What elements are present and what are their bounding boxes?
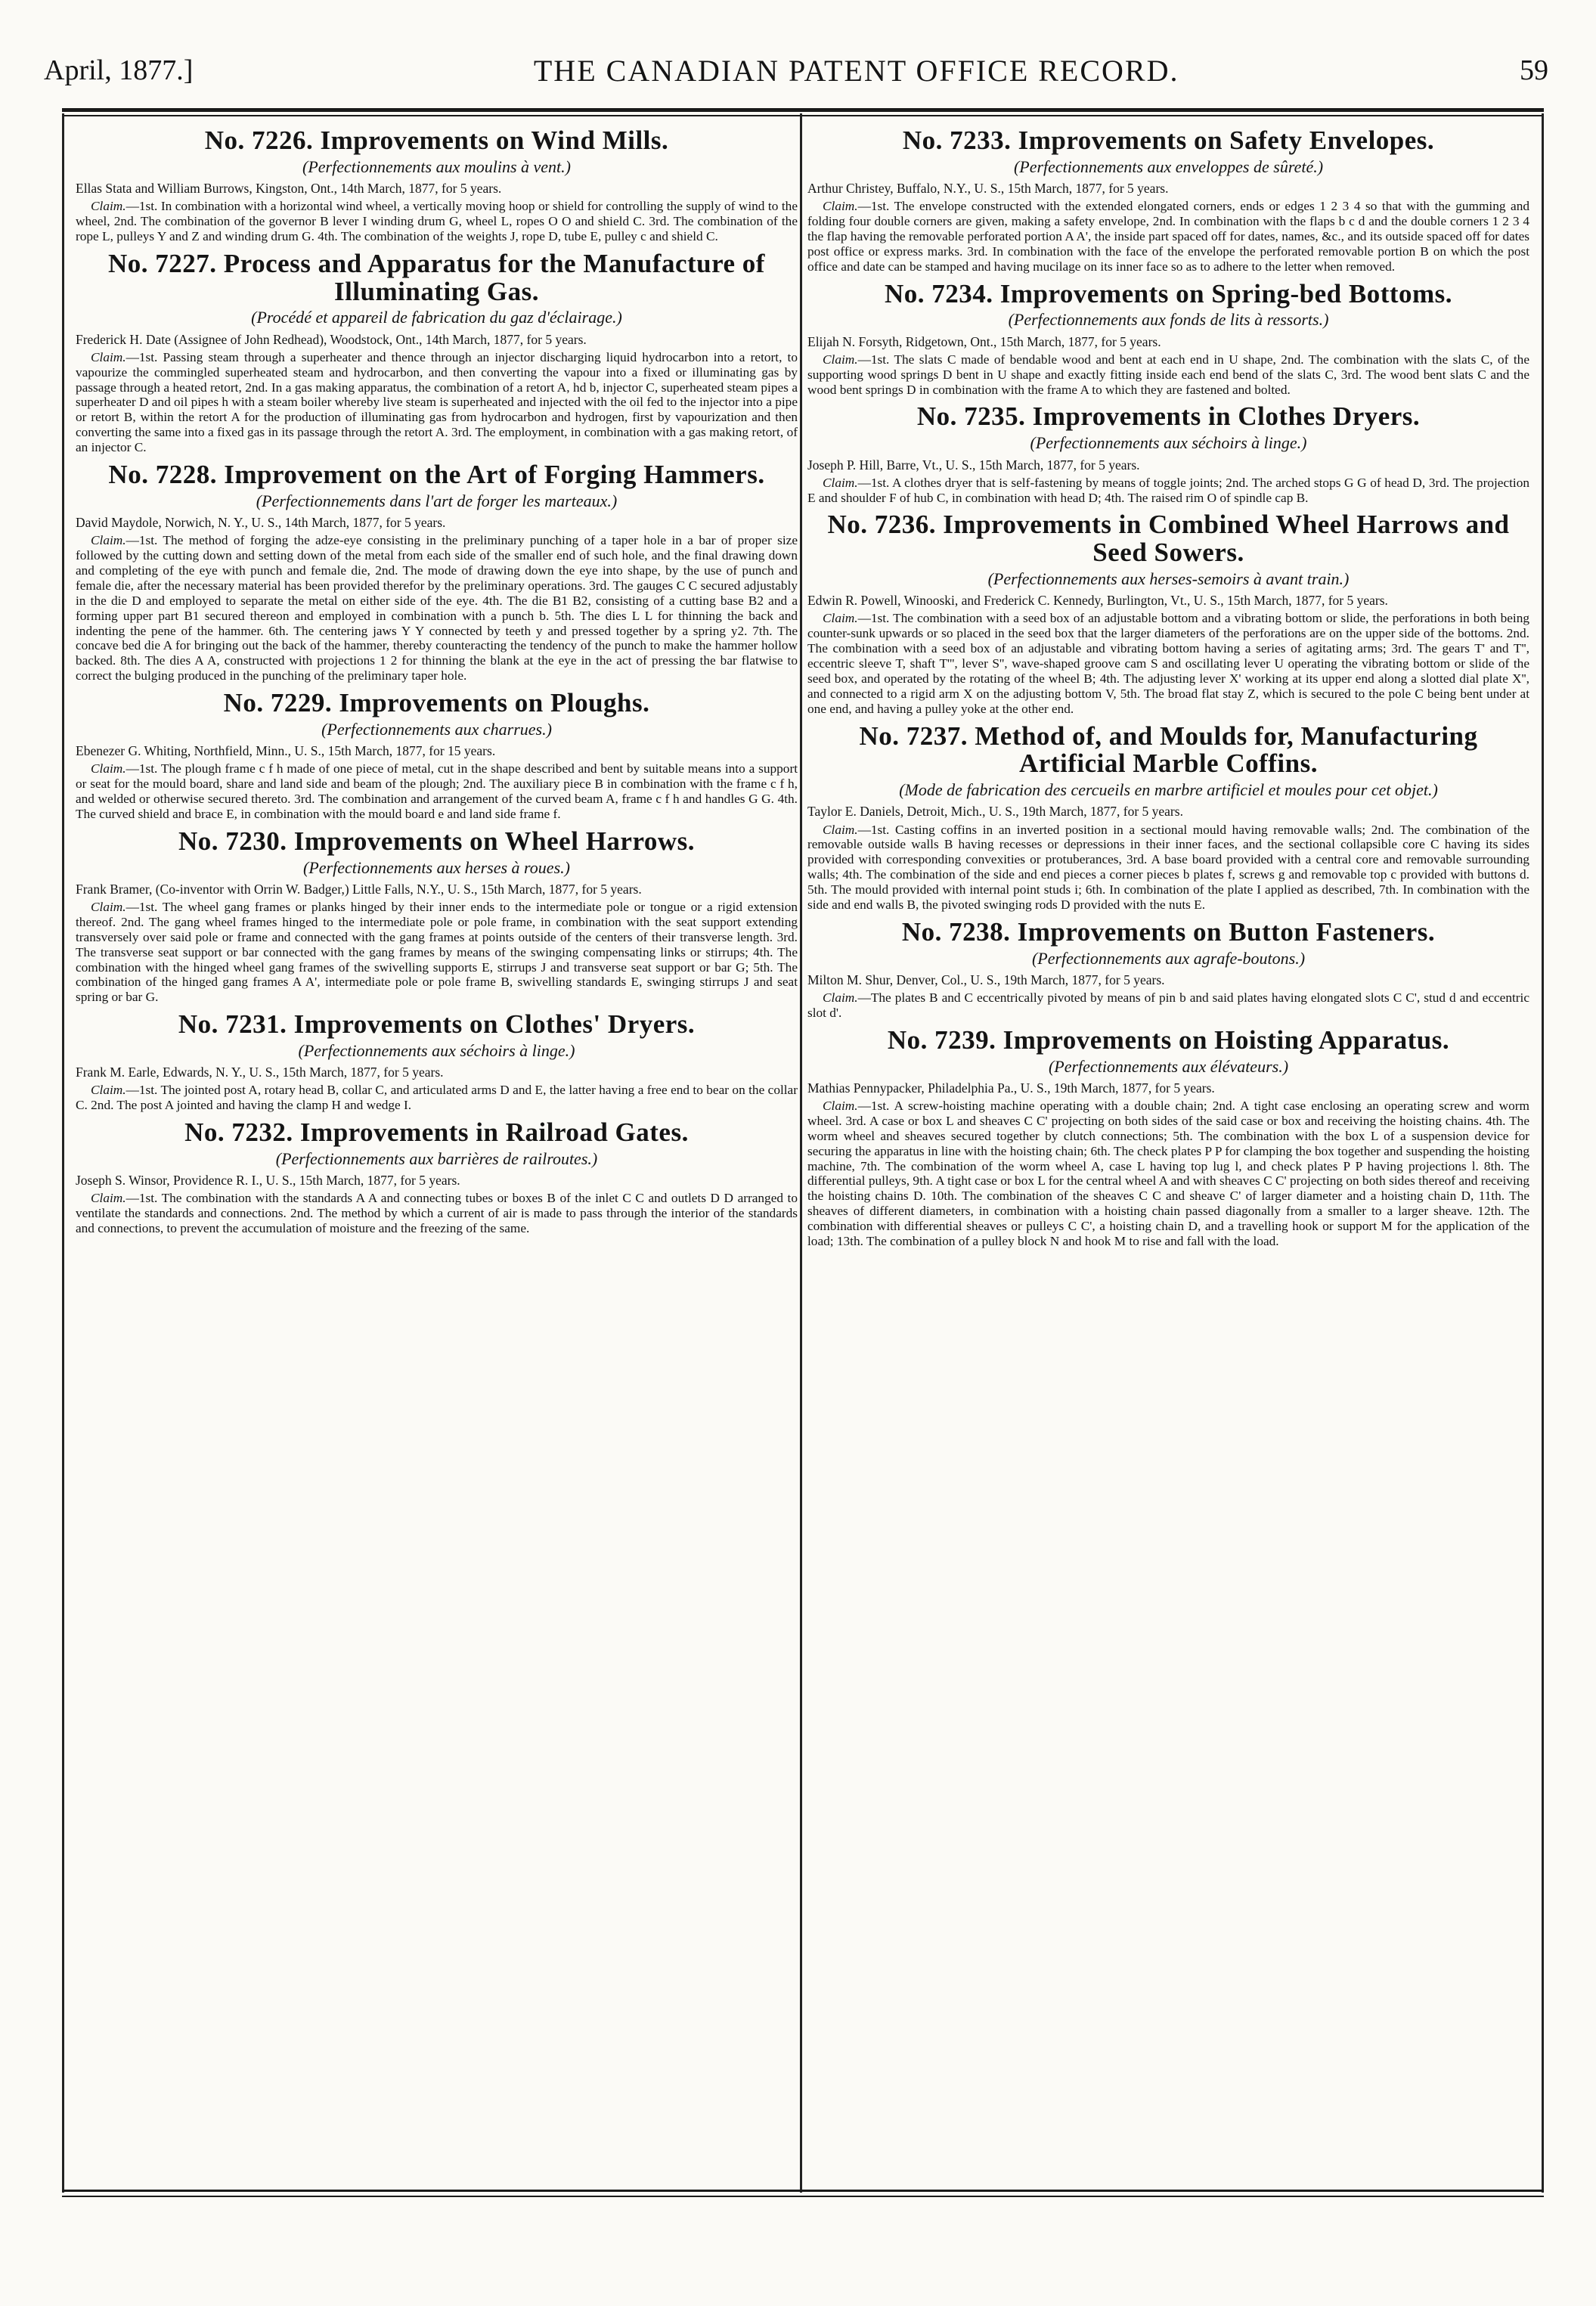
claim-body: —1st. A screw-hoisting machine operating with a double chain; 2nd. A tight case enclosing an operating screw and worm wheel. 3rd. A case or box L and sheaves C C' projecting on both sides of the said case or box and receiving the hoisting chains. 4th. The worm wheel and sheaves secured together by clutch connections; 5th. The combination with the box L of a suspension device for securing the apparatus in line with the hoisting chain; 6th. The check plates P P for clamping the box together and suspending the hoisting machine, 7th. The combination of the worm wheel A, case L having top lug l, and check plates P P having projections l. 8th. The differential pulleys, 9th. A tight case or box L for the central wheel A and with sheaves C C' projecting on both sides thereof and receiving the hoisting chains D. 10th. The combination of the sheaves C C and sheave C' of larger diameter and a hoisting chain D, 11th. The sheaves of different diameters, in combination with a hoisting chain passed diagonally from a smaller to a larger sheave. 12th. The combination with differential sheaves or pulleys C C', a hoisting chain D, and a travelling hook or support M for the application of the load; 13th. The combination of a pulley block N and hook M to rise and fall with the load. (807, 1098, 1529, 1248)
claim-label: Claim. (823, 475, 858, 490)
french-title: (Perfectionnements aux enveloppes de sûreté.) (1013, 157, 1324, 176)
claim-text (76, 199, 798, 244)
claim-text (807, 611, 1529, 716)
claim-text (807, 352, 1529, 398)
claim-text (76, 761, 798, 822)
claim-body: —1st. In combination with a horizontal wind wheel, a vertically moving hoop or shield for controlling the supply of wind to the wheel, 2nd. The combination of the governor B lever I winding drum G, wheel L, ropes O O and shield C. 3rd. The combination of the rope L, pulleys Y and Z and winding drum G. 4th. The combination of the weights J, rope D, tube E, pulley c and shield C. (76, 199, 798, 243)
patentee-line: Joseph P. Hill, Barre, Vt., U. S., 15th March, 1877, for 5 years. (807, 457, 1140, 473)
left-column (76, 126, 798, 2184)
patent-entry (807, 403, 1529, 505)
patent-entry (807, 511, 1529, 716)
left-border (62, 113, 64, 2193)
claim-text (807, 823, 1529, 913)
patent-entry (76, 127, 798, 244)
bottom-rule (62, 2190, 1544, 2192)
patent-entry (76, 1011, 798, 1113)
patentee-line: Frank Bramer, (Co-inventor with Orrin W. Badger,) Little Falls, N.Y., U. S., 15th March, 1877, for 5 years. (76, 881, 642, 897)
patent-entry (807, 1024, 1529, 1249)
right-column (807, 126, 1529, 2184)
claim-label: Claim. (91, 533, 126, 548)
french-title: (Perfectionnements aux élévateurs.) (1048, 1056, 1289, 1076)
claim-text (76, 1083, 798, 1113)
patent-heading: No. 7227. Process and Apparatus for the Manufacture of Illuminating Gas. (108, 248, 765, 306)
claim-body: —1st. The slats C made of bendable wood and bent at each end in U shape, 2nd. The combination with the slats C, of the supporting wood springs D bent in U shape and exactly fitting inside each end bend of the slats C, 3rd. The wood bent slats C and the wood bent springs D in combination with the frame A to which they are fastened and bolted. (807, 352, 1529, 397)
patent-heading: No. 7230. Improvements on Wheel Harrows. (178, 826, 696, 856)
patent-entry (76, 828, 798, 1005)
french-title: (Perfectionnements aux herses-semoirs à avant train.) (987, 569, 1350, 588)
patent-entry (76, 461, 798, 683)
claim-label: Claim. (823, 199, 858, 214)
claim-label: Claim. (91, 199, 126, 214)
header-date: April, 1877.] (44, 54, 194, 86)
patent-heading: No. 7231. Improvements on Clothes' Dryers. (178, 1009, 696, 1040)
page-header (44, 44, 1548, 97)
claim-body: —The plates B and C eccentrically pivoted by means of pin b and said plates having elongated slots C C', stud d and eccentric slot d'. (807, 990, 1529, 1020)
patentee-line: Joseph S. Winsor, Providence R. I., U. S., 15th March, 1877, for 5 years. (76, 1173, 460, 1189)
claim-text (76, 900, 798, 1005)
claim-body: —1st. Casting coffins in an inverted position in a sectional mould having removable walls; 2nd. The combination of the removable outside walls B having recesses or depressions in their inner faces, and the sectional collapsible core C having its sides provided with corresponding convexities or protuberances, 3rd. A base board provided with a central core and removable surrounding walls; 4th. The combination of the side and end pieces a corner pieces b plates f, screws g and removable top c provided with buttons d. 5th. The mould provided with internal point studs i; 6th. In combination of the plate I applied as described, 7th. In combination with the side and end walls B, the pivoted swinging rods D provided with the nuts E. (807, 822, 1529, 912)
claim-text (807, 199, 1529, 274)
top-rule-thin (62, 115, 1544, 116)
bottom-rule-thin (62, 2196, 1544, 2197)
patent-heading: No. 7232. Improvements in Railroad Gates. (184, 1117, 689, 1148)
claim-body: —1st. The jointed post A, rotary head B, collar C, and articulated arms D and E, the latter having a free end to bear on the collar C. 2nd. The post A jointed and having the clamp H and wedge I. (76, 1083, 798, 1113)
patent-entry (807, 723, 1529, 913)
patentee-line: Arthur Christey, Buffalo, N.Y., U. S., 15th March, 1877, for 5 years. (807, 181, 1169, 197)
claim-text (76, 1191, 798, 1236)
patentee-line: Elijah N. Forsyth, Ridgetown, Ont., 15th March, 1877, for 5 years. (807, 333, 1161, 349)
patent-heading: No. 7229. Improvements on Ploughs. (223, 688, 650, 718)
patentee-line: Ebenezer G. Whiting, Northfield, Minn., U. S., 15th March, 1877, for 15 years. (76, 743, 496, 759)
french-title: (Perfectionnements aux fonds de lits à ressorts.) (1008, 310, 1329, 330)
patentee-line: Edwin R. Powell, Winooski, and Frederick C. Kennedy, Burlington, Vt., U. S., 15th March, 1877, for 5 years. (807, 593, 1388, 609)
french-title: (Perfectionnements aux charrues.) (321, 719, 552, 739)
patent-heading: No. 7236. Improvements in Combined Wheel Harrows and Seed Sowers. (827, 510, 1510, 568)
claim-label: Claim. (823, 1098, 858, 1113)
patent-heading: No. 7234. Improvements on Spring-bed Bottoms. (884, 278, 1453, 308)
patent-heading: No. 7237. Method of, and Moulds for, Manufacturing Artificial Marble Coffins. (859, 721, 1478, 779)
patent-entry (807, 127, 1529, 274)
claim-body: —1st. A clothes dryer that is self-fastening by means of toggle joints; 2nd. The arched stops G G of head D, 3rd. The projection E and shoulder F of hub C, in combination with head D; 4th. The raised rim O of spindle cap B. (807, 475, 1529, 505)
patent-heading: No. 7238. Improvements on Button Fasteners. (901, 916, 1436, 947)
french-title: (Perfectionnements aux moulins à vent.) (302, 157, 571, 176)
header-page-number: 59 (1520, 54, 1548, 86)
patentee-line: Frederick H. Date (Assignee of John Redhead), Woodstock, Ont., 14th March, 1877, for 5 years. (76, 331, 587, 347)
french-title: (Perfectionnements aux barrières de railroutes.) (275, 1148, 598, 1168)
claim-body: —1st. The combination with the standards A A and connecting tubes or boxes B of the inlet C C and outlets D D arranged to ventilate the standards and connections. 2nd. The method by which a current of air is made to pass through the interior of the standards and connections, to prevent the accumulation of moisture and the freezing of the same. (76, 1191, 798, 1236)
patentee-line: Ellas Stata and William Burrows, Kingston, Ont., 14th March, 1877, for 5 years. (76, 181, 502, 197)
claim-text (76, 533, 798, 683)
claim-text (76, 350, 798, 455)
claim-label: Claim. (91, 899, 126, 914)
claim-label: Claim. (823, 352, 858, 367)
claim-label: Claim. (91, 1083, 126, 1098)
claim-text (807, 990, 1529, 1021)
patentee-line: Frank M. Earle, Edwards, N. Y., U. S., 15th March, 1877, for 5 years. (76, 1065, 444, 1080)
french-title: (Mode de fabrication des cercueils en marbre artificiel et moules pour cet objet.) (899, 780, 1438, 800)
patentee-line: David Maydole, Norwich, N. Y., U. S., 14th March, 1877, for 5 years. (76, 515, 446, 531)
claim-label: Claim. (823, 822, 858, 837)
patentee-line: Milton M. Shur, Denver, Col., U. S., 19th March, 1877, for 5 years. (807, 972, 1165, 987)
patent-heading: No. 7235. Improvements in Clothes Dryers. (916, 401, 1421, 432)
patentee-line: Taylor E. Daniels, Detroit, Mich., U. S., 19th March, 1877, for 5 years. (807, 804, 1183, 820)
top-rule (62, 108, 1544, 112)
claim-label: Claim. (91, 349, 126, 364)
column-divider (800, 113, 802, 2193)
claim-text (807, 476, 1529, 506)
french-title: (Perfectionnements dans l'art de forger les marteaux.) (256, 491, 618, 510)
claim-body: —1st. The plough frame c f h made of one piece of metal, cut in the shape described and bent by suitable means into a support or seat for the mould board, share and land side and beam of the plough; 2nd. The auxiliary piece B in combination with the frame c f h, and welded or otherwise secured thereto. 3rd. The combination and arrangement of the curved beam A, frame c f h and handles G G. 4th. The curved shield and brace E, in combination with the mould board e and land side frame f. (76, 761, 798, 821)
claim-label: Claim. (91, 1191, 126, 1206)
claim-body: —1st. Passing steam through a superheater and thence through an injector discharging liquid hydrocarbon into a retort, to vapourize the commingled superheated steam and hydrocarbon, and then converting the vapour into a fixed or illuminating gas by passage through a heated retort, 2nd. In a gas making apparatus, the combination of a retort A, hd b, injector C, superheated steam pipes a superheater D and oil pipes h with a steam boiler whereby live steam is superheated and injected with the oil fed to the injector into a pipe or retort B, within the retort A for the production of illuminating gas from hydrocarbon and hydrogen, first by vapourization and then converting the same into a fixed gas in its passage through the retort A. 3rd. The employment, in combination with a gas making retort, of an injector C. (76, 349, 798, 455)
patent-entry (76, 690, 798, 822)
patent-heading: No. 7233. Improvements on Safety Envelopes. (902, 126, 1435, 155)
patentee-line: Mathias Pennypacker, Philadelphia Pa., U. S., 19th March, 1877, for 5 years. (807, 1080, 1215, 1096)
patent-heading: No. 7228. Improvement on the Art of Forging Hammers. (108, 460, 765, 489)
claim-label: Claim. (91, 761, 126, 776)
claim-label: Claim. (823, 990, 858, 1006)
claim-body: —1st. The method of forging the adze-eye consisting in the preliminary punching of a taper hole in a bar of proper size followed by the cutting down and setting down of the metal from each side of the smaller end of such hole, and the final drawing down and completing of the eye with punch and female die, 2nd. The mode of drawing down the eye into shape, by the use of punch and female die, after the necessary material has been provided therefor by the preliminary operations. 3rd. The gauges C C secured adjustably in the die D and employed to separate the metal on either side of the eye. 4th. The die B1 B2, consisting of a cutting base B2 and a forming upper part B1 secured thereon and employed in combination with a punch b. 5th. The dies L L for thinning the back and indenting the pene of the hammer. 6th. The centering jaws Y Y connected by teeth y and pressed together by a spring y2. 7th. The concave bed die A for bringing out the back of the hammer, thereby counteracting the tendency of the punch to make the hammer hollow backed. 8th. The dies A A, constructed with projections 1 2 for thinning the blank at the eye in the act of pressing the bar flatwise to correct the bulging produced in the punching of the preliminary taper hole. (76, 533, 798, 683)
patent-entry (807, 916, 1529, 1021)
header-title: THE CANADIAN PATENT OFFICE RECORD. (533, 53, 1179, 88)
claim-text (807, 1099, 1529, 1249)
claim-body: —1st. The envelope constructed with the extended elongated corners, ends or edges 1 2 3 4 so that with the gumming and folding four double corners are given, making a safety envelope, 2nd. In combination with the flaps b c d and the double corners 1 2 3 4 the flap having the removable perforated portion A A', the inside part spaced off for dates, names, &c., and its outside spaced off for dates post office or express marks. 3rd. In combination with the face of the envelope the perforated removable portion B on which the post office and date can be stamped and having mucilage on its inner face so as to adhere to the letter when removed. (807, 199, 1529, 274)
patent-entry (807, 278, 1529, 398)
french-title: (Perfectionnements aux agrafe-boutons.) (1031, 948, 1306, 968)
claim-body: —1st. The wheel gang frames or planks hinged by their inner ends to the intermediate pole or tongue or a rigid extension thereof. 2nd. The gang wheel frames hinged to the intermediate pole or pole frame, in combination with the seat support extending transversely over said pole or frame and connected with the gang frames at points outside of the centers of their transverse length. 3rd. The transverse seat support or bar connected with the gang frames by means of the swinging compensating links or stirrups; 4th. The combination with the hinged wheel gang frames of the swivelling supports E, stirrups J and transverse seat support or bar G; 5th. The combination of the hinged gang frames A A', intermediate pole or pole frame B, swivelling standards E, swinging stirrups J and seat spring or bar G. (76, 899, 798, 1005)
french-title: (Procédé et appareil de fabrication du gaz d'éclairage.) (251, 308, 622, 327)
patent-entry (76, 250, 798, 455)
french-title: (Perfectionnements aux séchoirs à linge.) (298, 1040, 575, 1060)
patent-entry (76, 1119, 798, 1236)
french-title: (Perfectionnements aux séchoirs à linge.) (1030, 433, 1307, 453)
claim-label: Claim. (823, 611, 858, 626)
claim-body: —1st. The combination with a seed box of an adjustable bottom and a vibrating bottom or slide, the perforations in both being counter-sunk upwards or so placed in the seed box that the larger diameters of the perforations are on the upper side of the bottoms. 2nd. The combination with a seed box of an adjustable and vibrating bottom having a series of agitating arms; 3rd. The gears T' and T'', eccentric sleeve T, shaft T''', lever S'', wave-shaped groove cam S and oscillating lever U operating the vibrating bottom or slide of the seed box, and operated by the rotating of the wheel B; 4th. The adjusting lever X' working at its upper end along a slotted dial plate X'', and connected to a rigid arm X on the adjusting bottom V, 5th. The broad flat stay Z, which is secured to the pole C being bent under at one end, and having a pulley yoke at the other end. (807, 611, 1529, 716)
patent-heading: No. 7226. Improvements on Wind Mills. (204, 126, 669, 155)
french-title: (Perfectionnements aux herses à roues.) (303, 857, 570, 877)
right-border (1542, 113, 1544, 2193)
patent-heading: No. 7239. Improvements on Hoisting Apparatus. (887, 1024, 1450, 1055)
